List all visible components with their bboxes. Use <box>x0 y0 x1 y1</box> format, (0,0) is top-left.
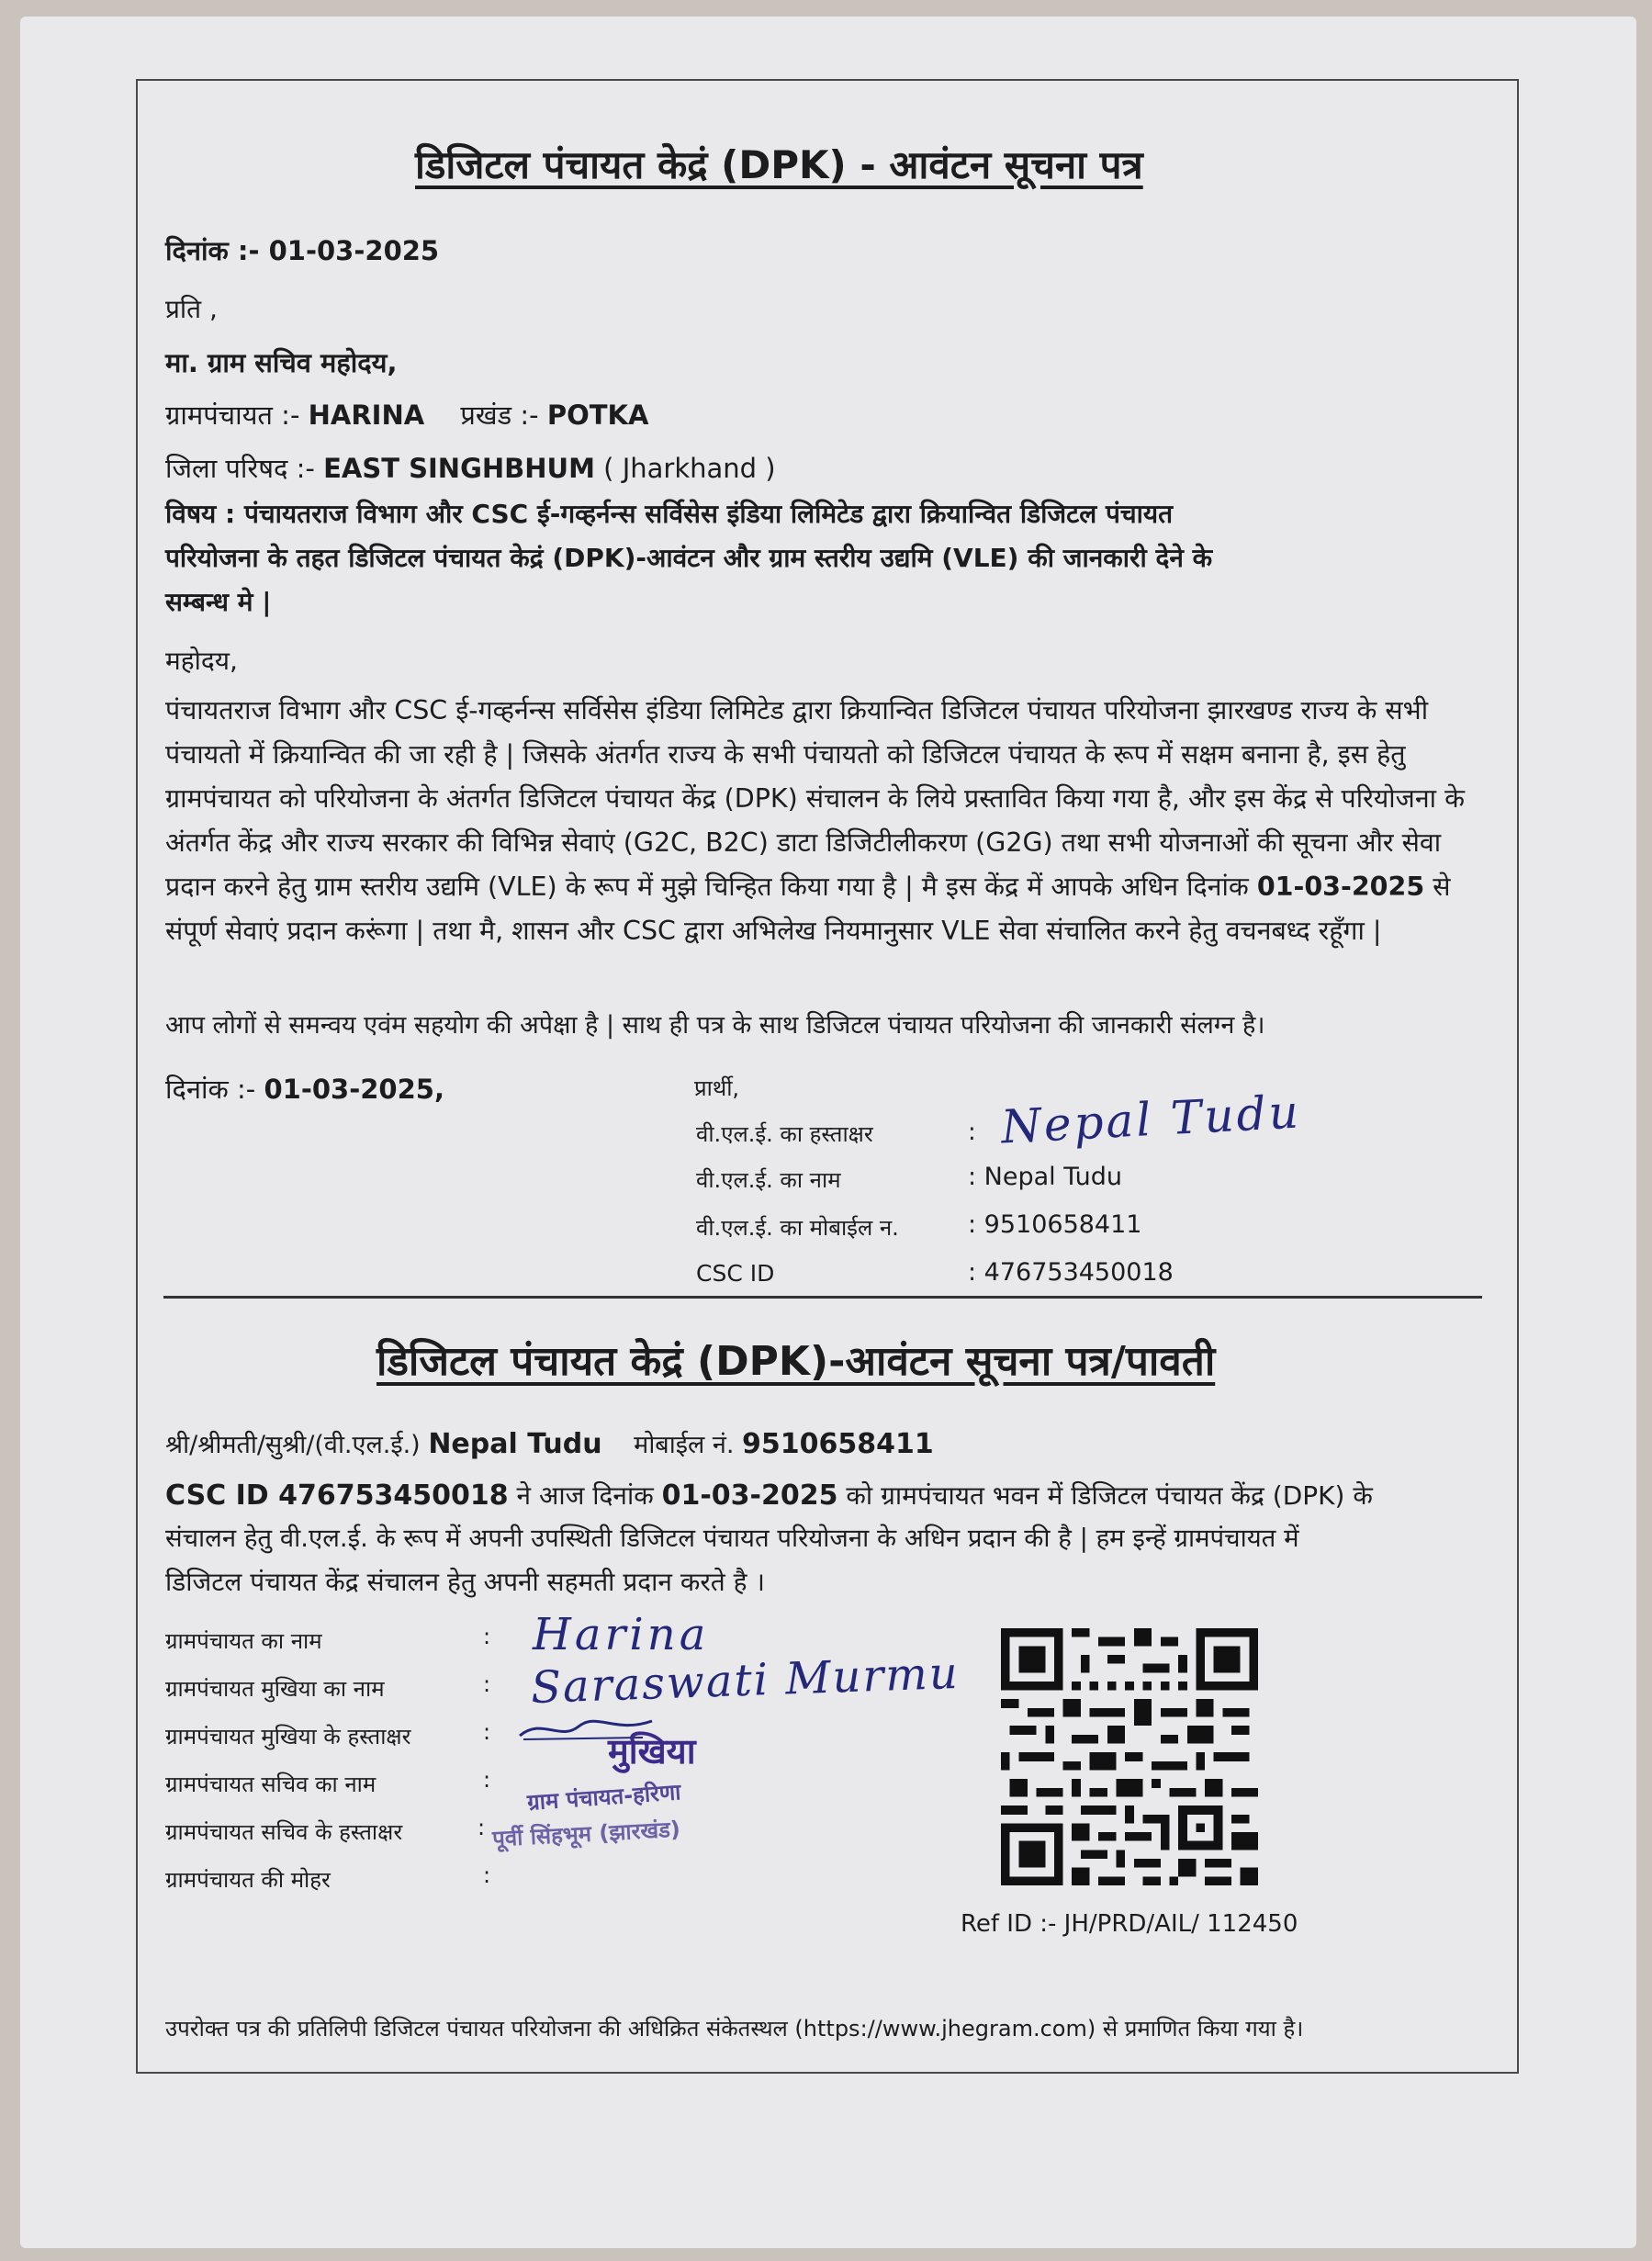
field-gp-name-colon: : <box>483 1624 491 1649</box>
csc-id-label: CSC ID <box>696 1260 775 1287</box>
receipt-csc-id: CSC ID 476753450018 <box>165 1479 509 1512</box>
salutation: महोदय, <box>165 646 238 676</box>
gp-value: HARINA <box>308 399 425 431</box>
qr-code <box>1001 1628 1258 1885</box>
field-gp-name-label: ग्रामपंचायत का नाम <box>165 1628 322 1654</box>
receipt-date: 01-03-2025 <box>661 1479 838 1512</box>
gp-label: ग्रामपंचायत :- <box>165 399 300 431</box>
stamp-district: पूर्वी सिंहभूम (झारखंड) <box>491 1816 681 1852</box>
addressee: मा. ग्राम सचिव महोदय, <box>165 347 398 378</box>
receipt-line-2: संचालन हेतु वी.एल.ई. के रूप में अपनी उपस्थिती डिजिटल पंचायत परियोजना के अधिन प्रदान की है | हम इन्हें ग्रामपंचायत में <box>165 1524 1299 1553</box>
applicant-label: प्रार्थी, <box>694 1075 740 1101</box>
stamp-mukhiya: मुखिया <box>608 1731 696 1772</box>
subject-line-1: विषय : पंचायतराज विभाग और CSC ई-गव्हर्नन्स सर्विसेस इंडिया लिमिटेड द्वारा क्रियान्वित डिजिटल पंचायत <box>165 499 1174 529</box>
field-secretary-signature-colon: : <box>478 1815 486 1840</box>
to-line: प्रति , <box>165 294 218 324</box>
vle-signature-label: वी.एल.ई. का हस्ताक्षर <box>696 1121 873 1147</box>
receipt-vle-line <box>165 1426 934 1460</box>
receipt-title: डिजिटल पंचायत केद्रं (DPK)-आवंटन सूचना पत्र/पावती <box>376 1338 1216 1385</box>
section-divider <box>163 1296 1482 1299</box>
field-secretary-signature-label: ग्रामपंचायत सचिव के हस्ताक्षर <box>165 1819 403 1845</box>
receipt-vle-name: Nepal Tudu <box>428 1428 602 1460</box>
field-mukhiya-name-colon: : <box>483 1671 491 1697</box>
field-mukhiya-signature-colon: : <box>483 1719 491 1745</box>
field-mukhiya-name-label: ग्रामपंचायत मुखिया का नाम <box>165 1676 385 1702</box>
ref-id: Ref ID :- JH/PRD/AIL/ 112450 <box>961 1910 1298 1938</box>
letter-date: दिनांक :- 01-03-2025 <box>165 235 440 266</box>
receipt-line-3: डिजिटल पंचायत केंद्र संचालन हेतु अपनी सहमती प्रदान करते है । <box>165 1567 766 1597</box>
stamp-gram-panchayat: ग्राम पंचायत-हरिणा <box>526 1779 682 1816</box>
receipt-text-b: को ग्रामपंचायत भवन में डिजिटल पंचायत केंद्र (DPK) के <box>846 1480 1373 1511</box>
district-value: EAST SINGHBHUM <box>323 453 595 484</box>
handwritten-mukhiya-name: Saraswati Murmu <box>530 1647 961 1715</box>
receipt-vle-prefix: श्री/श्रीमती/सुश्री/(वी.एल.ई.) <box>165 1431 421 1459</box>
handwritten-gp-name: Harina <box>533 1609 710 1660</box>
body-text-part-1: पंचायतराज विभाग और CSC ई-गव्हर्नन्स सर्विसेस इंडिया लिमिटेड द्वारा क्रियान्वित डिजिटल पंचायत परियोजना झारखण्ड राज्य के सभी पंचायतो में क्रियान्वित की जा रही है | जिसके अंतर्गत राज्य के सभी पंचायतो को डिजिटल पंचायत के रूप में सक्षम बनाना है, इस हेतु ग्रामपंचायत को परियोजना के अंतर्गत डिजिटल पंचायत केंद्र (DPK) संचालन के लिये प्रस्तावित किया गया है, और इस केंद्र से परियोजना के अंतर्गत केंद्र और राज्य सरकार की विभिन्न सेवाएं (G2C, B2C) डाटा डिजिटीलीकरण (G2G) तथा सभी योजनाओं की सूचना और सेवा प्रदान करने हेतु ग्राम स्तरीय उद्यमि (VLE) के रूप में मुझे चिन्हित किया गया है | मै इस केंद्र में आपके अधिन दिनांक <box>165 695 1465 902</box>
gp-line <box>165 397 648 433</box>
field-seal-label: ग्रामपंचायत की मोहर <box>165 1867 331 1893</box>
block-value: POTKA <box>546 399 649 431</box>
vle-name-label: वी.एल.ई. का नाम <box>696 1167 841 1193</box>
vle-mobile-label: वी.एल.ई. का मोबाईल न. <box>696 1215 899 1241</box>
vle-signature-colon: : <box>968 1119 976 1146</box>
field-seal-colon: : <box>483 1862 491 1888</box>
subject-line-3: सम्बन्ध मे | <box>165 587 272 617</box>
block-label: प्रखंड :- <box>460 399 539 431</box>
vle-handwritten-signature: Nepal Tudu <box>999 1085 1303 1154</box>
closing-date-label: दिनांक :- <box>165 1074 256 1105</box>
letter-title: डिजिटल पंचायत केद्रं (DPK) - आवंटन सूचना पत्र <box>415 142 1143 187</box>
vle-name-value: : Nepal Tudu <box>968 1163 1123 1191</box>
cooperation-line: आप लोगों से समन्वय एवंम सहयोग की अपेक्षा है | साथ ही पत्र के साथ डिजिटल पंचायत परियोजना की जानकारी संलग्न है। <box>165 1011 1265 1040</box>
body-date: 01-03-2025 <box>1256 872 1425 902</box>
closing-date <box>165 1071 444 1107</box>
body-text-part-2: से संपूर्ण सेवाएं प्रदान करूंगा | तथा मै, शासन और CSC द्वारा अभिलेख नियमानुसार VLE सेवा संचालित करने हेतु वचनबध्द रहूँगा | <box>165 872 1451 946</box>
vle-mobile-value: : 9510658411 <box>968 1210 1142 1239</box>
field-secretary-name-label: ग्रामपंचायत सचिव का नाम <box>165 1772 376 1797</box>
subject-line-2: परियोजना के तहत डिजिटल पंचायत केद्रं (DPK)-आवंटन और ग्राम स्तरीय उद्यमि (VLE) की जानकारी देने के <box>165 543 1213 573</box>
receipt-mobile-value: 9510658411 <box>742 1428 934 1460</box>
district-label: जिला परिषद :- <box>165 453 315 484</box>
receipt-line-1 <box>165 1478 1373 1513</box>
receipt-text-a: ने आज दिनांक <box>516 1480 654 1511</box>
receipt-mobile-label: मोबाईल नं. <box>634 1431 735 1459</box>
closing-date-value: 01-03-2025, <box>264 1074 444 1105</box>
district-line <box>165 450 776 486</box>
verification-note: उपरोक्त पत्र की प्रतिलिपी डिजिटल पंचायत परियोजना की अधिक्रित संकेतस्थल (https://www.jhegram.com) से प्रमाणित किया गया है। <box>165 2016 1304 2042</box>
csc-id-value: : 476753450018 <box>968 1258 1174 1287</box>
state-value: ( Jharkhand ) <box>603 453 776 484</box>
field-mukhiya-signature-label: ग्रामपंचायत मुखिया के हस्ताक्षर <box>165 1724 411 1749</box>
field-secretary-name-colon: : <box>483 1767 491 1793</box>
body-paragraph <box>165 689 1478 953</box>
